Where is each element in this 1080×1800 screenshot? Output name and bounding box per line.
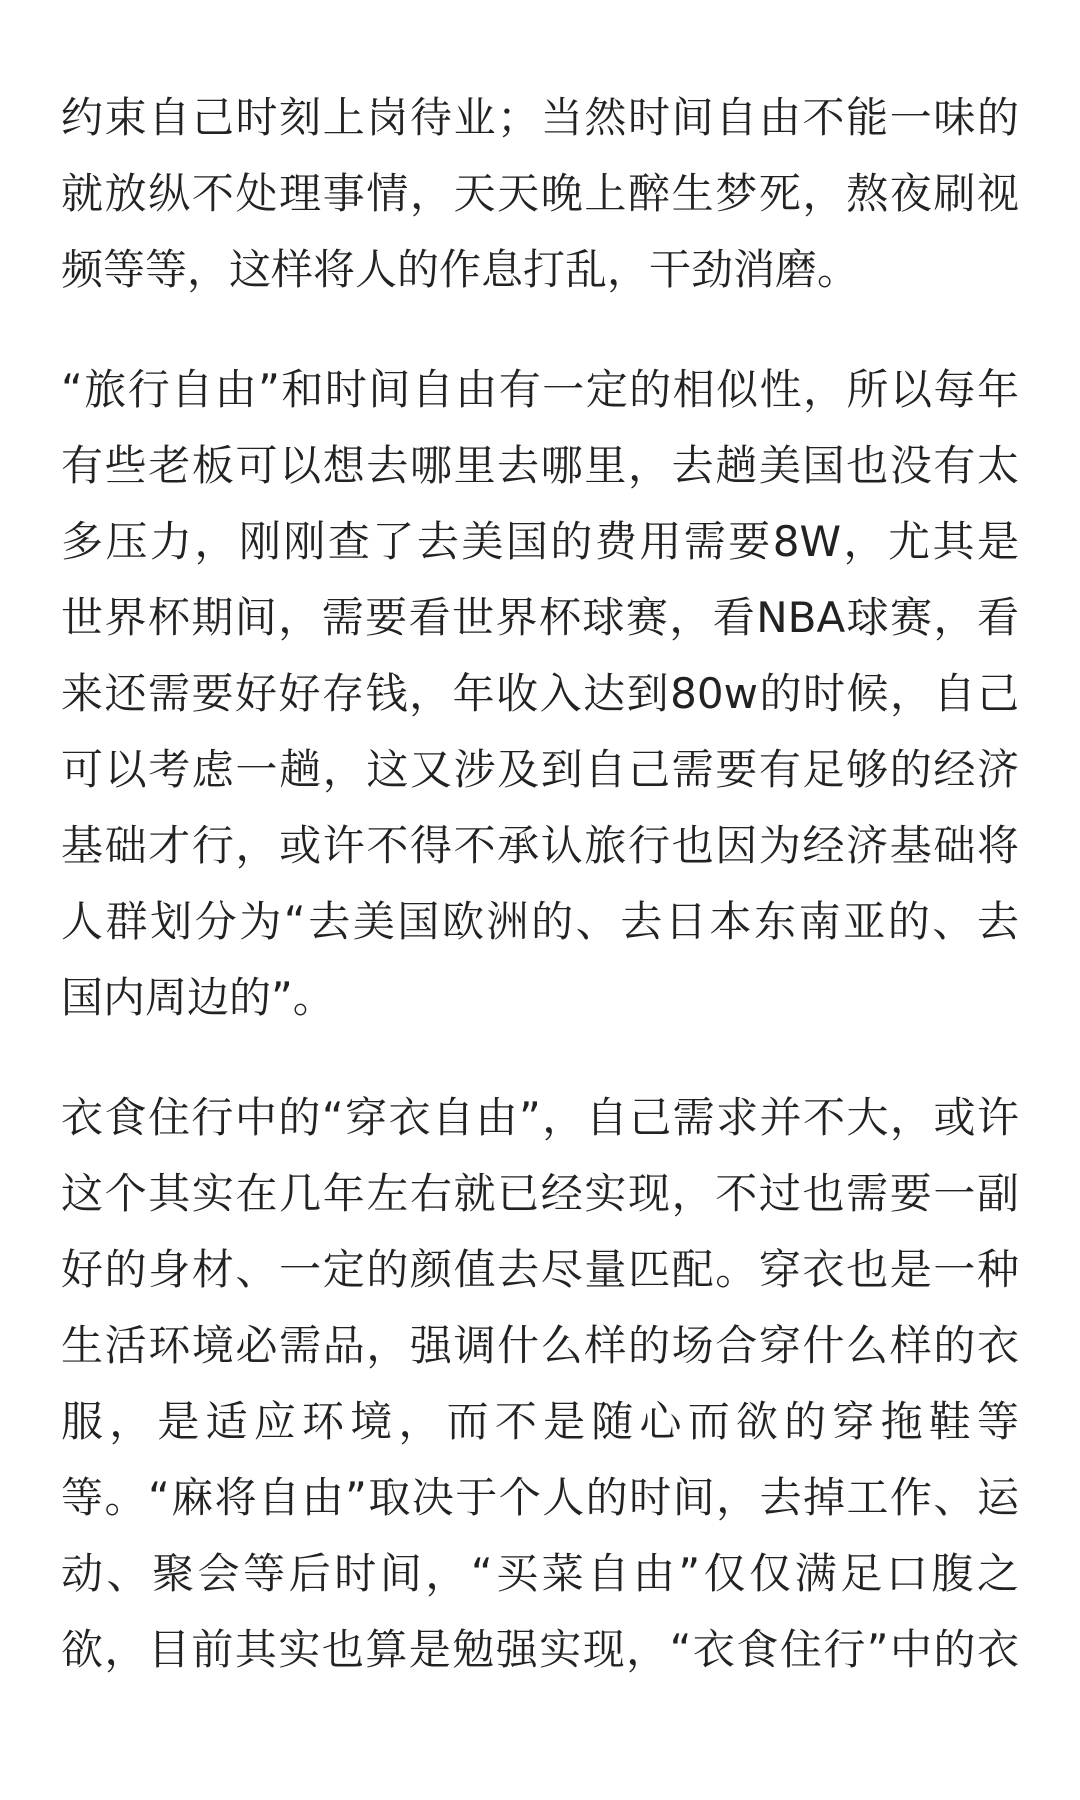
text-line: 等。“麻将自由”取决于个人的时间，去掉工作、运 <box>61 1473 1019 1522</box>
text-line: 动、聚会等后时间，“买菜自由”仅仅满足口腹之 <box>61 1549 1019 1598</box>
text-line: 这个其实在几年左右就已经实现，不过也需要一副 <box>61 1169 1019 1218</box>
article-body <box>61 80 1019 1732</box>
text-line: 有些老板可以想去哪里去哪里，去趟美国也没有太 <box>61 441 1019 490</box>
text-line: 欲，目前其实也算是勉强实现，“衣食住行”中的衣 <box>61 1625 1019 1674</box>
text-line: 好的身材、一定的颜值去尽量匹配。穿衣也是一种 <box>61 1245 1019 1294</box>
text-line: 人群划分为“去美国欧洲的、去日本东南亚的、去 <box>61 897 1019 946</box>
text-line: 多压力，刚刚查了去美国的费用需要8W，尤其是 <box>61 517 1019 566</box>
text-line: 国内周边的”。 <box>61 973 335 1022</box>
paragraph-travel-freedom <box>61 352 1019 1036</box>
text-line: 基础才行，或许不得不承认旅行也因为经济基础将 <box>61 821 1019 870</box>
text-line: 可以考虑一趟，这又涉及到自己需要有足够的经济 <box>61 745 1019 794</box>
text-line: 约束自己时刻上岗待业；当然时间自由不能一味的 <box>61 93 1019 142</box>
text-line: 频等等，这样将人的作息打乱，干劲消磨。 <box>61 245 860 294</box>
text-line: 生活环境必需品，强调什么样的场合穿什么样的衣 <box>61 1321 1019 1370</box>
text-line: 世界杯期间，需要看世界杯球赛，看NBA球赛，看 <box>61 593 1019 642</box>
text-line: “旅行自由”和时间自由有一定的相似性，所以每年 <box>61 365 1019 414</box>
paragraph-time-freedom <box>61 80 1019 308</box>
text-line: 来还需要好好存钱，年收入达到80w的时候，自己 <box>61 669 1019 718</box>
text-line: 服，是适应环境，而不是随心而欲的穿拖鞋等 <box>61 1397 1019 1446</box>
text-line: 就放纵不处理事情，天天晚上醉生梦死，熬夜刷视 <box>61 169 1019 218</box>
paragraph-clothing-freedom <box>61 1080 1019 1688</box>
text-line: 衣食住行中的“穿衣自由”，自己需求并不大，或许 <box>61 1093 1019 1142</box>
